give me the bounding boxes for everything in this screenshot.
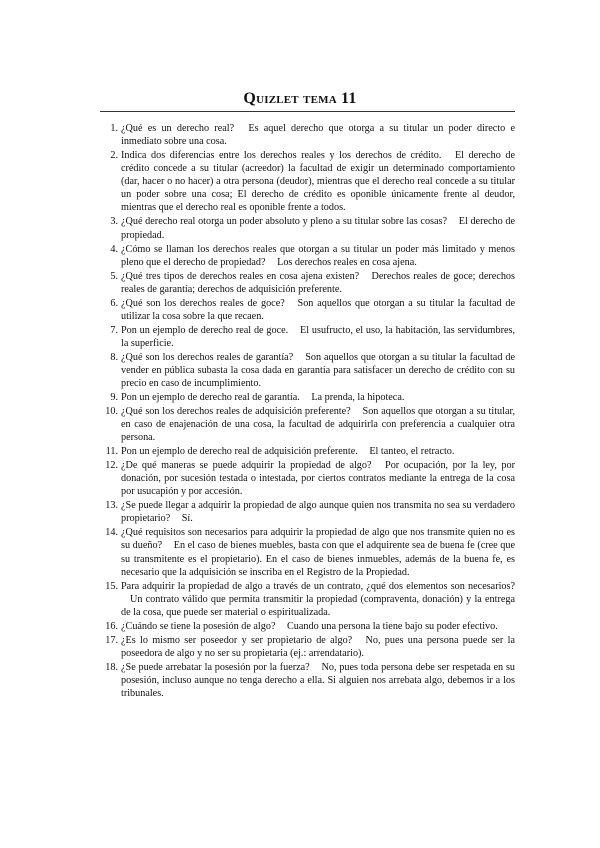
- question-number: 13.: [105, 500, 118, 512]
- answer-text: La prenda, la hipoteca.: [311, 392, 405, 403]
- answer-text: El derecho de propiedad.: [121, 216, 516, 241]
- question-number: 6.: [110, 297, 118, 309]
- answer-text: Son aquellos que otorgan a su titular, en caso de enajenación de una cosa, la facultad de adquirirla con preferencia a cualquier otra persona.: [121, 405, 516, 444]
- question-item: [105, 634, 515, 660]
- question-number: 16.: [105, 620, 118, 632]
- question-item: [105, 620, 515, 633]
- question-number: 7.: [110, 324, 118, 336]
- question-number: 4.: [110, 243, 118, 255]
- answer-text: Un contrato válido que permita transmitir la propiedad (compraventa, donación) y la entrega de la cosa, que puede ser material o espiritualizada.: [121, 593, 515, 618]
- question-text: ¿Cómo se llaman los derechos reales que otorgan a su titular un poder más limitado y menos pleno que el derecho de propiedad?: [121, 243, 515, 268]
- answer-text: Son aquellos que otorgan a su titular la facultad de vender en pública subasta la cosa dada en garantía para satisfacer un derecho de crédito con su precio en caso de incumplimiento.: [121, 351, 515, 390]
- question-item: [105, 526, 516, 578]
- question-number: 2.: [110, 150, 118, 162]
- question-text: ¿Qué requisitos son necesarios para adquirir la propiedad de algo que nos transmite quien no es su dueño?: [121, 527, 515, 552]
- question-item: [110, 391, 515, 404]
- answer-text: El usufructo, el uso, la habitación, las servidumbres, la superficie.: [121, 324, 515, 349]
- answer-text: No, pues una persona puede ser la poseedora de algo y no ser su propietaria (ej.: arrendatario).: [121, 634, 515, 659]
- question-number: 14.: [105, 527, 118, 539]
- question-item: [105, 661, 515, 700]
- question-text: ¿Es lo mismo ser poseedor y ser propietario de algo?: [121, 634, 353, 646]
- answer-text: Cuando una persona la tiene bajo su poder efectivo.: [287, 620, 498, 632]
- question-item: [110, 149, 515, 214]
- question-item: [110, 122, 515, 148]
- answer-text: Son aquellos que otorgan a su titular la facultad de utilizar la cosa sobre la que recaen.: [121, 297, 515, 322]
- question-item: [110, 243, 515, 269]
- question-item: [110, 215, 516, 241]
- question-text: Pon un ejemplo de derecho real de goce.: [121, 324, 289, 336]
- question-text: Indica dos diferencias entre los derechos reales y los derechos de crédito.: [121, 150, 442, 162]
- question-number: 9.: [110, 392, 118, 403]
- question-text: ¿Se puede llegar a adquirir la propiedad de algo aunque quien nos transmita no sea su verdadero propietario?: [121, 500, 515, 525]
- answer-text: No, pues toda persona debe ser respetada en su posesión, incluso aunque no tenga derecho a ella. Si alguien nos arrebata algo, debemos ir a los tribunales.: [121, 661, 515, 700]
- question-number: 10.: [105, 405, 118, 417]
- question-item: [110, 270, 515, 296]
- question-item: [105, 405, 516, 444]
- question-list: [105, 122, 516, 701]
- question-text: Para adquirir la propiedad de algo a través de un contrato, ¿qué dos elementos son necesarios?: [121, 580, 515, 592]
- question-number: 8.: [110, 351, 118, 363]
- question-item: [110, 351, 515, 390]
- question-number: 1.: [110, 123, 118, 134]
- question-item: [105, 445, 515, 458]
- document-title: Quizlet tema 11: [243, 90, 357, 107]
- question-item: [105, 580, 515, 619]
- question-text: Pon un ejemplo de derecho real de adquisición preferente.: [121, 446, 358, 458]
- answer-text: Derechos reales de goce; derechos reales de garantía; derechos de adquisición preferente.: [121, 270, 515, 295]
- question-number: 15.: [105, 580, 118, 592]
- question-item: [110, 297, 515, 323]
- question-text: ¿Qué son los derechos reales de goce?: [121, 297, 285, 309]
- question-number: 12.: [105, 460, 118, 472]
- question-item: [105, 499, 515, 525]
- question-text: ¿Cuándo se tiene la posesión de algo?: [121, 620, 276, 632]
- question-number: 18.: [105, 661, 118, 673]
- question-text: ¿Qué es un derecho real?: [121, 123, 235, 134]
- question-item: [110, 324, 515, 350]
- question-text: ¿Qué son los derechos reales de adquisición preferente?: [121, 405, 351, 417]
- question-number: 17.: [105, 634, 118, 646]
- title-divider: [100, 111, 515, 112]
- question-number: 3.: [110, 216, 118, 228]
- answer-text: Es aquel derecho que otorga a su titular un poder directo e inmediato sobre una cosa.: [121, 123, 515, 148]
- question-number: 5.: [110, 270, 118, 282]
- question-text: ¿Se puede arrebatar la posesión por la fuerza?: [121, 661, 310, 673]
- question-text: ¿Qué tres tipos de derechos reales en cosa ajena existen?: [121, 270, 360, 282]
- question-number: 11.: [105, 446, 118, 458]
- answer-text: El tanteo, el retracto.: [369, 446, 455, 458]
- answer-text: Los derechos reales en cosa ajena.: [277, 256, 417, 268]
- answer-text: El derecho de crédito concede a su titular (acreedor) la facultad de exigir un determinado comportamiento (dar, hacer o no hacer) a otra persona (deudor), mientras que el derecho real concede a su titular un poder sobre una cosa; El derecho de crédito es oponible únicamente frente al deudor, mientras que el derecho real es oponible frente a todos.: [121, 150, 515, 214]
- answer-text: Sí.: [181, 513, 193, 525]
- question-text: ¿Qué son los derechos reales de garantía?: [121, 351, 294, 363]
- question-text: ¿Qué derecho real otorga un poder absoluto y pleno a su titular sobre las cosas?: [121, 216, 448, 228]
- answer-text: Por ocupación, por la ley, por donación, por sucesión testada o intestada, por ciertos contratos mediante la entrega de la cosa por usucapión y por accesión.: [121, 460, 516, 498]
- answer-text: En el caso de bienes muebles, basta con que el adquirente sea de buena fe (cree que su transmitente es el propietario). En el caso de bienes inmuebles, además de la buena fe, es necesario que la adquisición se inscriba en el Registro de la Propiedad.: [121, 540, 516, 578]
- question-text: ¿De qué maneras se puede adquirir la propiedad de algo?: [121, 460, 372, 472]
- question-item: [105, 459, 516, 498]
- question-text: Pon un ejemplo de derecho real de garantía.: [121, 392, 300, 403]
